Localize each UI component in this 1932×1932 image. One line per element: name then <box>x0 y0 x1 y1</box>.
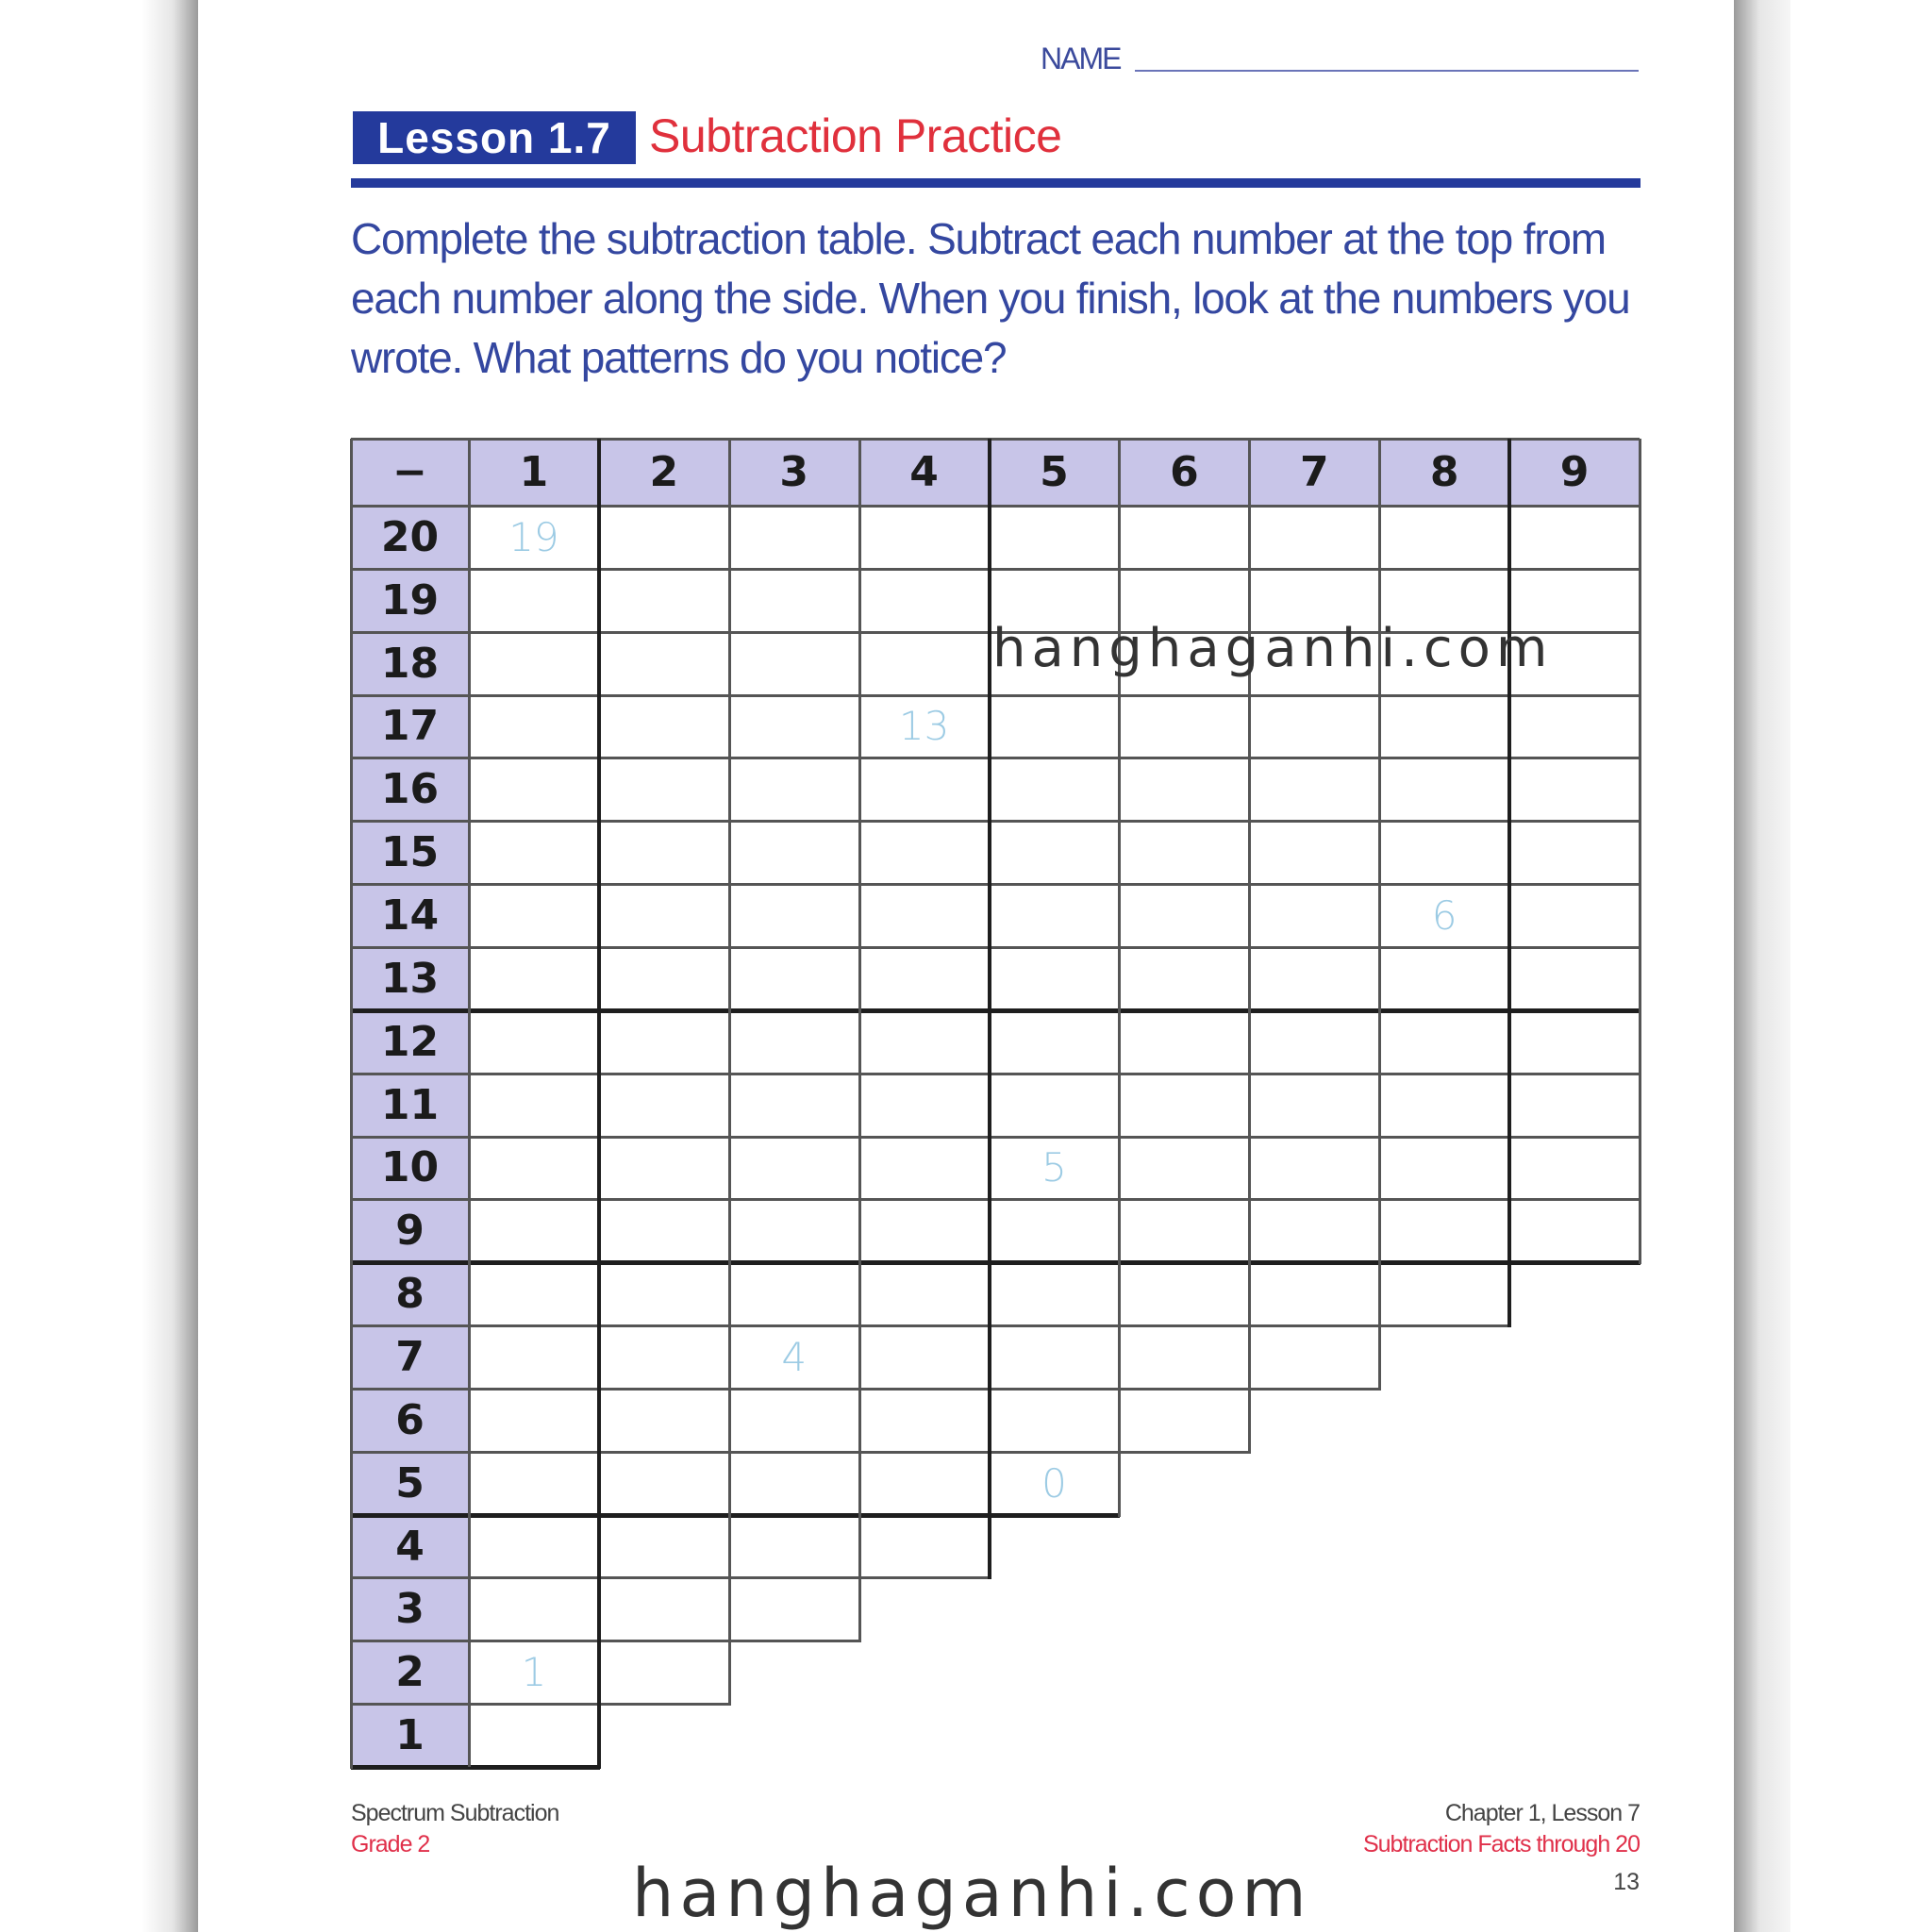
answer-cell[interactable] <box>729 758 859 821</box>
grid-line <box>1639 439 1641 1264</box>
answer-cell[interactable] <box>599 1515 729 1578</box>
answer-cell[interactable] <box>990 1262 1120 1325</box>
answer-cell[interactable] <box>1119 1199 1249 1262</box>
answer-cell[interactable] <box>990 1199 1120 1262</box>
answer-cell[interactable] <box>469 1010 599 1074</box>
answer-cell[interactable] <box>599 821 729 884</box>
answer-cell[interactable] <box>1379 506 1509 569</box>
answer-cell[interactable] <box>990 695 1120 758</box>
answer-cell[interactable] <box>599 569 729 632</box>
answer-cell[interactable] <box>1509 506 1640 569</box>
corner-operator: − <box>351 439 469 506</box>
answer-cell[interactable] <box>1509 758 1640 821</box>
answer-cell[interactable] <box>1249 695 1379 758</box>
answer-cell[interactable] <box>469 1074 599 1137</box>
answer-cell[interactable] <box>469 1325 599 1389</box>
column-header: 2 <box>599 439 729 506</box>
answer-cell[interactable] <box>990 1389 1120 1452</box>
answer-cell[interactable] <box>1509 821 1640 884</box>
grid-line <box>351 883 1641 886</box>
lesson-badge: Lesson 1.7 <box>353 111 636 164</box>
answer-cell[interactable] <box>859 884 990 947</box>
answer-cell[interactable] <box>599 1199 729 1262</box>
answer-cell[interactable] <box>1509 947 1640 1010</box>
answer-cell[interactable] <box>729 1199 859 1262</box>
answer-cell[interactable] <box>1249 884 1379 947</box>
answer-cell[interactable] <box>469 947 599 1010</box>
answer-cell-filled[interactable]: 13 <box>898 703 950 750</box>
grid-line <box>351 1640 860 1642</box>
answer-cell[interactable] <box>859 569 990 632</box>
answer-cell-filled[interactable]: 4 <box>781 1333 808 1380</box>
lesson-title: Subtraction Practice <box>649 109 1062 162</box>
answer-cell[interactable] <box>599 1389 729 1452</box>
row-header: 1 <box>351 1704 469 1767</box>
grid-line <box>728 439 731 1706</box>
answer-cell[interactable] <box>729 1010 859 1074</box>
answer-cell[interactable] <box>729 1262 859 1325</box>
answer-cell[interactable] <box>1119 947 1249 1010</box>
answer-cell[interactable] <box>1119 758 1249 821</box>
answer-cell[interactable] <box>1509 1074 1640 1137</box>
answer-cell[interactable] <box>599 1074 729 1137</box>
answer-cell[interactable] <box>599 506 729 569</box>
answer-cell[interactable] <box>1249 1010 1379 1074</box>
row-header: 8 <box>351 1262 469 1325</box>
row-header: 9 <box>351 1199 469 1262</box>
answer-cell[interactable] <box>859 1074 990 1137</box>
answer-cell[interactable] <box>990 758 1120 821</box>
answer-cell[interactable] <box>729 569 859 632</box>
row-header: 16 <box>351 758 469 821</box>
answer-cell[interactable] <box>599 1577 729 1641</box>
grid-line <box>351 568 1641 571</box>
answer-cell[interactable] <box>859 1137 990 1200</box>
answer-cell[interactable] <box>859 632 990 695</box>
answer-cell[interactable] <box>1119 695 1249 758</box>
answer-cell[interactable] <box>469 1262 599 1325</box>
answer-cell[interactable] <box>729 632 859 695</box>
answer-cell[interactable] <box>1119 1074 1249 1137</box>
footer-topic: Subtraction Facts through 20 <box>1362 1831 1640 1857</box>
grid-line <box>351 1136 1641 1139</box>
grid-line <box>351 1451 1250 1454</box>
answer-cell[interactable] <box>1379 1010 1509 1074</box>
answer-cell[interactable] <box>1249 821 1379 884</box>
grid-line <box>351 1576 991 1579</box>
watermark: hanghaganhi.com <box>632 1855 1312 1932</box>
column-header: 6 <box>1119 439 1249 506</box>
row-header: 15 <box>351 821 469 884</box>
answer-cell[interactable] <box>990 1010 1120 1074</box>
watermark: hanghaganhi.com <box>992 618 1554 679</box>
column-header: 9 <box>1509 439 1640 506</box>
answer-cell[interactable] <box>1509 1010 1640 1074</box>
row-header: 11 <box>351 1074 469 1137</box>
answer-cell[interactable] <box>469 1515 599 1578</box>
answer-cell[interactable] <box>469 1137 599 1200</box>
answer-cell[interactable] <box>599 1137 729 1200</box>
answer-cell[interactable] <box>990 1325 1120 1389</box>
answer-cell[interactable] <box>469 1389 599 1452</box>
grid-line <box>351 1388 1380 1391</box>
answer-cell[interactable] <box>1509 884 1640 947</box>
answer-cell[interactable] <box>1509 1199 1640 1262</box>
answer-cell[interactable] <box>1119 884 1249 947</box>
grid-line <box>351 1765 600 1770</box>
answer-cell-filled[interactable]: 5 <box>1041 1144 1067 1191</box>
answer-cell[interactable] <box>1509 695 1640 758</box>
answer-cell[interactable] <box>599 1262 729 1325</box>
column-header: 8 <box>1379 439 1509 506</box>
grid-line <box>1118 439 1121 1517</box>
answer-cell[interactable] <box>1249 1262 1379 1325</box>
grid-line <box>351 1703 730 1706</box>
row-header: 13 <box>351 947 469 1010</box>
answer-cell[interactable] <box>599 1010 729 1074</box>
answer-cell[interactable] <box>859 1515 990 1578</box>
answer-cell[interactable] <box>1249 1325 1379 1389</box>
answer-cell[interactable] <box>1119 1137 1249 1200</box>
instructions-text: Complete the subtraction table. Subtract each number at the top from each number along the side. When you finish, look at the numbers you wrote. What patterns do you notice? <box>351 214 1630 382</box>
answer-cell[interactable] <box>469 1199 599 1262</box>
grid-line <box>597 439 601 1769</box>
row-header: 20 <box>351 506 469 569</box>
column-header: 7 <box>1249 439 1379 506</box>
answer-cell[interactable] <box>729 1452 859 1515</box>
answer-cell[interactable] <box>859 506 990 569</box>
answer-cell[interactable] <box>729 695 859 758</box>
grid-line <box>1248 439 1251 1454</box>
row-header: 14 <box>351 884 469 947</box>
answer-cell[interactable] <box>1249 1137 1379 1200</box>
answer-cell[interactable] <box>729 1137 859 1200</box>
column-header: 4 <box>859 439 990 506</box>
grid-line <box>858 439 861 1642</box>
answer-cell[interactable] <box>1119 1262 1249 1325</box>
grid-line <box>351 757 1641 759</box>
grid-line <box>351 1324 1510 1327</box>
answer-cell[interactable] <box>1119 1325 1249 1389</box>
grid-line <box>351 946 1641 949</box>
answer-cell[interactable] <box>729 1577 859 1641</box>
answer-cell[interactable] <box>1119 1389 1249 1452</box>
answer-cell[interactable] <box>469 632 599 695</box>
grid-line <box>988 439 991 1579</box>
row-header: 5 <box>351 1452 469 1515</box>
answer-cell[interactable] <box>859 1389 990 1452</box>
answer-cell[interactable] <box>469 1452 599 1515</box>
answer-cell[interactable] <box>1249 1199 1379 1262</box>
grid-line <box>351 820 1641 823</box>
answer-cell-filled[interactable]: 6 <box>1431 892 1457 940</box>
answer-cell[interactable] <box>990 821 1120 884</box>
answer-cell[interactable] <box>599 632 729 695</box>
answer-cell[interactable] <box>859 821 990 884</box>
answer-cell[interactable] <box>599 947 729 1010</box>
row-header: 3 <box>351 1577 469 1641</box>
answer-cell[interactable] <box>599 1325 729 1389</box>
answer-cell[interactable] <box>1379 695 1509 758</box>
row-header: 17 <box>351 695 469 758</box>
answer-cell[interactable] <box>1249 758 1379 821</box>
answer-cell[interactable] <box>599 1641 729 1704</box>
answer-cell[interactable] <box>1379 1074 1509 1137</box>
answer-cell[interactable] <box>1249 1074 1379 1137</box>
row-header: 7 <box>351 1325 469 1389</box>
row-header: 10 <box>351 1137 469 1200</box>
row-header: 6 <box>351 1389 469 1452</box>
answer-cell[interactable] <box>1119 1010 1249 1074</box>
answer-cell[interactable] <box>599 884 729 947</box>
answer-cell[interactable] <box>859 1262 990 1325</box>
answer-cell[interactable] <box>599 695 729 758</box>
answer-cell[interactable] <box>1249 947 1379 1010</box>
answer-cell[interactable] <box>729 1389 859 1452</box>
row-header: 4 <box>351 1515 469 1578</box>
footer-grade: Grade 2 <box>351 1831 430 1857</box>
grid-line <box>351 1198 1641 1201</box>
answer-cell[interactable] <box>859 1199 990 1262</box>
answer-cell[interactable] <box>599 758 729 821</box>
answer-cell[interactable] <box>859 1325 990 1389</box>
answer-cell[interactable] <box>990 884 1120 947</box>
footer-chapter: Chapter 1, Lesson 7 <box>1444 1800 1640 1826</box>
grid-line <box>351 1513 1120 1518</box>
column-header: 3 <box>729 439 859 506</box>
answer-cell[interactable] <box>990 947 1120 1010</box>
row-header: 12 <box>351 1010 469 1074</box>
answer-cell[interactable] <box>469 821 599 884</box>
answer-cell[interactable] <box>1379 821 1509 884</box>
answer-cell[interactable] <box>469 1577 599 1641</box>
answer-cell[interactable] <box>859 947 990 1010</box>
grid-line <box>351 1073 1641 1075</box>
column-header: 1 <box>469 439 599 506</box>
grid-line <box>351 1008 1641 1013</box>
grid-line <box>351 438 1640 441</box>
answer-cell[interactable] <box>1379 1199 1509 1262</box>
column-header: 5 <box>990 439 1120 506</box>
answer-cell[interactable] <box>469 569 599 632</box>
answer-cell[interactable] <box>859 1452 990 1515</box>
grid-line <box>351 694 1641 697</box>
name-label: NAME <box>1041 42 1121 75</box>
answer-cell[interactable] <box>599 1452 729 1515</box>
answer-cell[interactable] <box>859 1010 990 1074</box>
answer-cell[interactable] <box>990 506 1120 569</box>
answer-cell[interactable] <box>1119 821 1249 884</box>
answer-cell[interactable] <box>729 821 859 884</box>
answer-cell[interactable] <box>729 506 859 569</box>
answer-cell[interactable] <box>729 947 859 1010</box>
answer-cell[interactable] <box>1379 1137 1509 1200</box>
answer-cell-filled[interactable]: 0 <box>1041 1459 1067 1507</box>
footer-book-title: Spectrum Subtraction <box>351 1800 559 1826</box>
answer-cell-filled[interactable]: 19 <box>508 513 559 560</box>
answer-cell[interactable] <box>469 1704 599 1767</box>
answer-cell[interactable] <box>859 758 990 821</box>
answer-cell[interactable] <box>729 1074 859 1137</box>
grid-line <box>468 439 471 1767</box>
grid-line <box>351 1260 1641 1265</box>
answer-cell[interactable] <box>469 758 599 821</box>
grid-line <box>351 505 1640 508</box>
grid-line <box>350 439 353 1769</box>
answer-cell[interactable] <box>1379 758 1509 821</box>
answer-cell[interactable] <box>990 1074 1120 1137</box>
answer-cell[interactable] <box>469 884 599 947</box>
answer-cell[interactable] <box>469 695 599 758</box>
grid-line <box>1378 439 1381 1391</box>
row-header: 18 <box>351 632 469 695</box>
answer-cell[interactable] <box>1509 1137 1640 1200</box>
answer-cell[interactable] <box>1249 506 1379 569</box>
row-header: 19 <box>351 569 469 632</box>
answer-cell[interactable] <box>1119 506 1249 569</box>
answer-cell[interactable] <box>1379 1262 1509 1325</box>
answer-cell-filled[interactable]: 1 <box>521 1649 547 1696</box>
grid-line <box>1507 439 1511 1327</box>
row-header: 2 <box>351 1641 469 1704</box>
answer-cell[interactable] <box>729 884 859 947</box>
page-number: 13 <box>1613 1869 1640 1895</box>
answer-cell[interactable] <box>729 1515 859 1578</box>
answer-cell[interactable] <box>1379 947 1509 1010</box>
